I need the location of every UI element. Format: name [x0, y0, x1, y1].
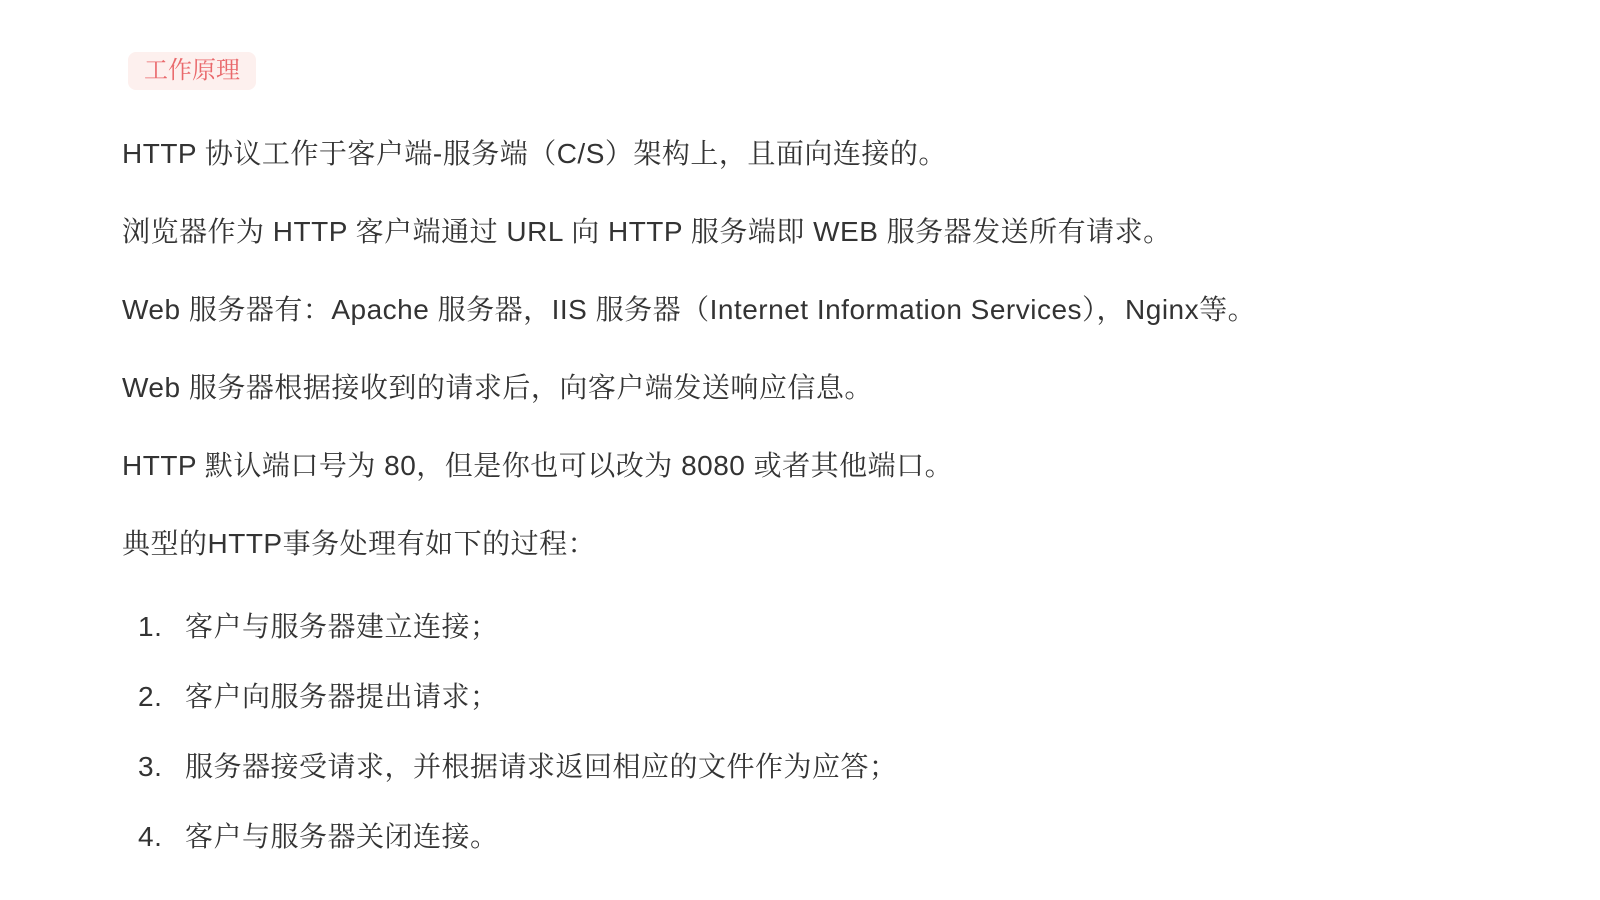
list-item: [138, 753, 1562, 781]
http-transaction-list: [122, 613, 1562, 851]
list-item-number: 3.: [138, 751, 163, 782]
list-item-number: 1.: [138, 611, 163, 642]
list-item-number: 4.: [138, 821, 163, 852]
paragraph: HTTP 协议工作于客户端-服务端（C/S）架构上，且面向连接的。: [122, 138, 947, 169]
paragraph: 浏览器作为 HTTP 客户端通过 URL 向 HTTP 服务端即 WEB 服务器发送所有请求。: [122, 216, 1172, 247]
list-item-text: 客户与服务器建立连接；: [185, 611, 499, 642]
list-item-text: 客户向服务器提出请求；: [185, 681, 499, 712]
paragraph: Web 服务器有：Apache 服务器，IIS 服务器（Internet Information Services），Nginx等。: [122, 294, 1257, 325]
paragraph: Web 服务器根据接收到的请求后，向客户端发送响应信息。: [122, 372, 873, 403]
list-item: [138, 683, 1562, 711]
list-item-text: 服务器接受请求，并根据请求返回相应的文件作为应答；: [185, 751, 898, 782]
list-item: [138, 823, 1562, 851]
paragraph: 典型的HTTP事务处理有如下的过程：: [122, 528, 597, 559]
list-item: [138, 613, 1562, 641]
section-badge: 工作原理: [128, 52, 256, 90]
paragraph: HTTP 默认端口号为 80，但是你也可以改为 8080 或者其他端口。: [122, 450, 954, 481]
list-item-number: 2.: [138, 681, 163, 712]
list-item-text: 客户与服务器关闭连接。: [185, 821, 499, 852]
